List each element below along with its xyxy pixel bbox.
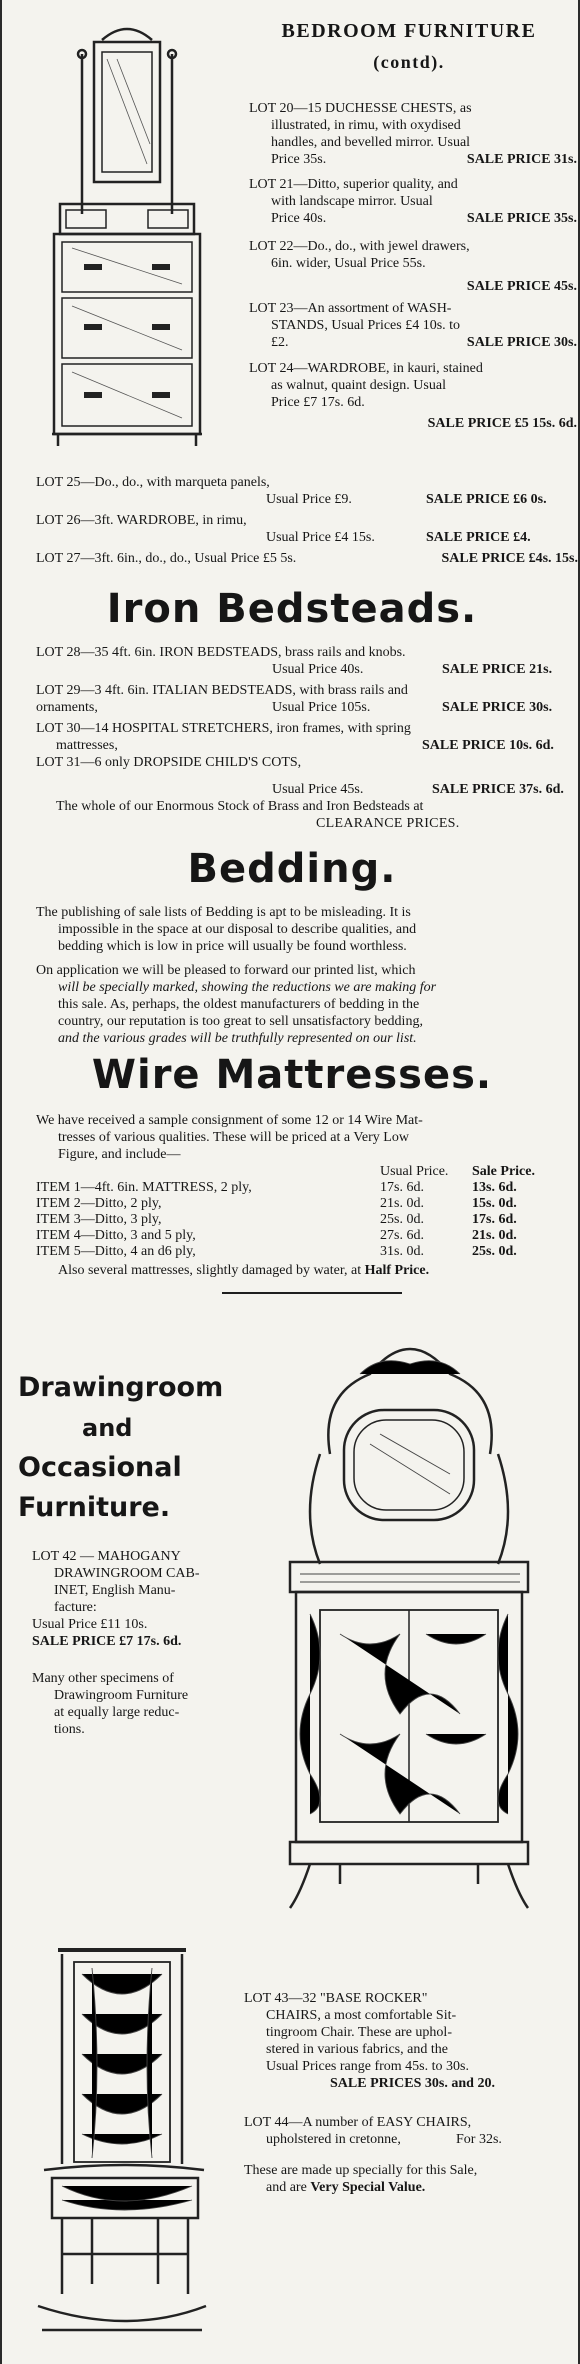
mattress-row: ITEM 2—Ditto, 2 ply, 21s. 0d. 15s. 0d. xyxy=(36,1196,517,1211)
lot-22: LOT 22—Do., do., with jewel drawers, 6in. wider, Usual Price 55s. SALE PRICE 45s. xyxy=(249,239,577,294)
lot-27: LOT 27—3ft. 6in., do., do., Usual Price £5 5s. SALE PRICE £4s. 15s. xyxy=(36,551,578,566)
lot-28: LOT 28—35 4ft. 6in. IRON BEDSTEADS, brass rails and knobs. xyxy=(36,645,406,660)
lot-21-sale-price: SALE PRICE 35s. xyxy=(466,211,577,226)
mattress-row: ITEM 4—Ditto, 3 and 5 ply, 27s. 6d. 21s. 0d. xyxy=(36,1228,517,1243)
lot-25: LOT 25—Do., do., with marqueta panels, xyxy=(36,475,270,490)
lot-43: LOT 43—32 "BASE ROCKER" CHAIRS, a most comfortable Sit- tingroom Chair. These are uphol- stered in various fabrics, and the Usual Prices range from 45s. to 30s. SALE PRICES 30s. and 20. xyxy=(244,1990,578,2092)
lot-30: LOT 30—14 HOSPITAL STRETCHERS, iron frames, with spring xyxy=(36,721,411,736)
lot-23-sale-price: SALE PRICE 30s. xyxy=(466,335,577,350)
lot-29: LOT 29—3 4ft. 6in. ITALIAN BEDSTEADS, with brass rails and xyxy=(36,683,408,698)
drawingroom-note: Many other specimens of Drawingroom Furniture at equally large reduc- tions. xyxy=(32,1671,189,1737)
wire-mattresses-table xyxy=(36,1164,578,1279)
mattress-row: ITEM 1—4ft. 6in. MATTRESS, 2 ply, 17s. 6d. 13s. 6d. xyxy=(36,1180,517,1195)
chairs-closing: These are made up specially for this Sale, and are Very Special Value. xyxy=(244,2163,478,2195)
lot-20-sale-price: SALE PRICE 31s. xyxy=(466,152,577,167)
usual-price-header: Usual Price. xyxy=(380,1164,449,1179)
sale-price-header: Sale Price. xyxy=(472,1164,535,1179)
bedroom-furniture-subtitle: (contd). xyxy=(373,52,445,72)
duchesse-chest-illustration xyxy=(32,14,222,454)
damaged-mattresses-note: Also several mattresses, slightly damaged by water, at Half Price. xyxy=(58,1263,430,1278)
lot-43-sale-price: SALE PRICES 30s. and 20. xyxy=(330,2076,495,2091)
lot-24-sale-price: SALE PRICE £5 15s. 6d. xyxy=(427,416,577,431)
bedding-paragraph-2: On application we will be pleased to forward our printed list, which will be specially marked, showing the reductions we are making for this sale. As, perhaps, the oldest manufacturers of bedding in the country, our reputation is too great to sell unsatisfactory bedding, and the various grades will be truthfully represented on our list. xyxy=(36,963,437,1046)
drawingroom-title: Drawingroom and Occasional Furniture. xyxy=(18,1372,224,1523)
lot-21: LOT 21—Ditto, superior quality, and with landscape mirror. Usual Price 40s. SALE PRICE 35s. xyxy=(249,177,577,226)
lot-31: LOT 31—6 only DROPSIDE CHILD'S COTS, xyxy=(36,755,302,770)
drawingroom-cabinet-illustration xyxy=(250,1314,568,1916)
base-rocker-chair-illustration xyxy=(32,1934,212,2348)
lot-42: LOT 42 — MAHOGANY DRAWINGROOM CAB- INET, English Manu- facture: Usual Price £11 10s. SALE PRICE £7 17s. 6d. xyxy=(32,1548,232,1650)
lot-22-sale-price: SALE PRICE 45s. xyxy=(466,279,577,294)
mattress-row: ITEM 5—Ditto, 4 an d6 ply, 31s. 0d. 25s. 0d. xyxy=(36,1244,517,1259)
wire-mattresses-intro: We have received a sample consignment of some 12 or 14 Wire Mat- tresses of various qualities. These will be priced at a Very Low Figure, and include— xyxy=(36,1113,423,1162)
bedding-paragraph-1: The publishing of sale lists of Bedding is apt to be misleading. It is impossible in the space at our disposal to describe qualities, and bedding which is low in price will usually be found worthless. xyxy=(36,905,417,954)
lot-26: LOT 26—3ft. WARDROBE, in rimu, xyxy=(36,513,247,528)
lot-23: LOT 23—An assortment of WASH- STANDS, Usual Prices £4 10s. to £2. SALE PRICE 30s. xyxy=(249,301,577,350)
lot-44-price: For 32s. xyxy=(456,2132,502,2147)
wire-mattresses-title: Wire Mattresses. xyxy=(91,1052,493,1098)
lot-24: LOT 24—WARDROBE, in kauri, stained as walnut, quaint design. Usual Price £7 17s. 6d. SALE PRICE £5 15s. 6d. xyxy=(249,361,577,431)
divider xyxy=(222,1292,402,1294)
bedroom-furniture-title: BEDROOM FURNITURE xyxy=(281,20,537,42)
lot-42-sale-price: SALE PRICE £7 17s. 6d. xyxy=(32,1634,182,1649)
bedding-title: Bedding. xyxy=(187,846,397,892)
lot-20: LOT 20—15 DUCHESSE CHESTS, as illustrated, in rimu, with oxydised handles, and bevelled mirror. Usual Price 35s. SALE PRICE 31s. xyxy=(249,101,577,167)
lot-44: LOT 44—A number of EASY CHAIRS, upholstered in cretonne, For 32s. xyxy=(244,2115,502,2147)
mattress-row: ITEM 3—Ditto, 3 ply, 25s. 0d. 17s. 6d. xyxy=(36,1212,517,1227)
iron-bedsteads-list: LOT 28—35 4ft. 6in. IRON BEDSTEADS, brass rails and knobs. Usual Price 40s. SALE PRICE 21s. LOT 29—3 4ft. 6in. ITALIAN BEDSTEADS, with brass rails and ornaments, Usual Price 105s. SALE PRICE 30s. LOT 30—14 HOSPITAL STRETCHERS, iron frames, with spring mattresses, SALE PRICE 10s. 6d. LOT 31—6 only DROPSIDE CHILD'S COTS, Usual Price 45s. SALE PRICE 37s. 6d. The whole of our Enormous Stock of Brass and Iron Bedsteads at CLEARANCE PRICES. xyxy=(36,644,578,832)
iron-bedsteads-title: Iron Bedsteads. xyxy=(106,586,478,632)
lots-25-27: LOT 25—Do., do., with marqueta panels, Usual Price £9. SALE PRICE £6 0s. LOT 26—3ft. WARDROBE, in rimu, Usual Price £4 15s. SALE PRICE £4. LOT 27—3ft. 6in., do., do., Usual Price £5 5s. SALE PRICE £4s. 15s. xyxy=(36,475,578,566)
